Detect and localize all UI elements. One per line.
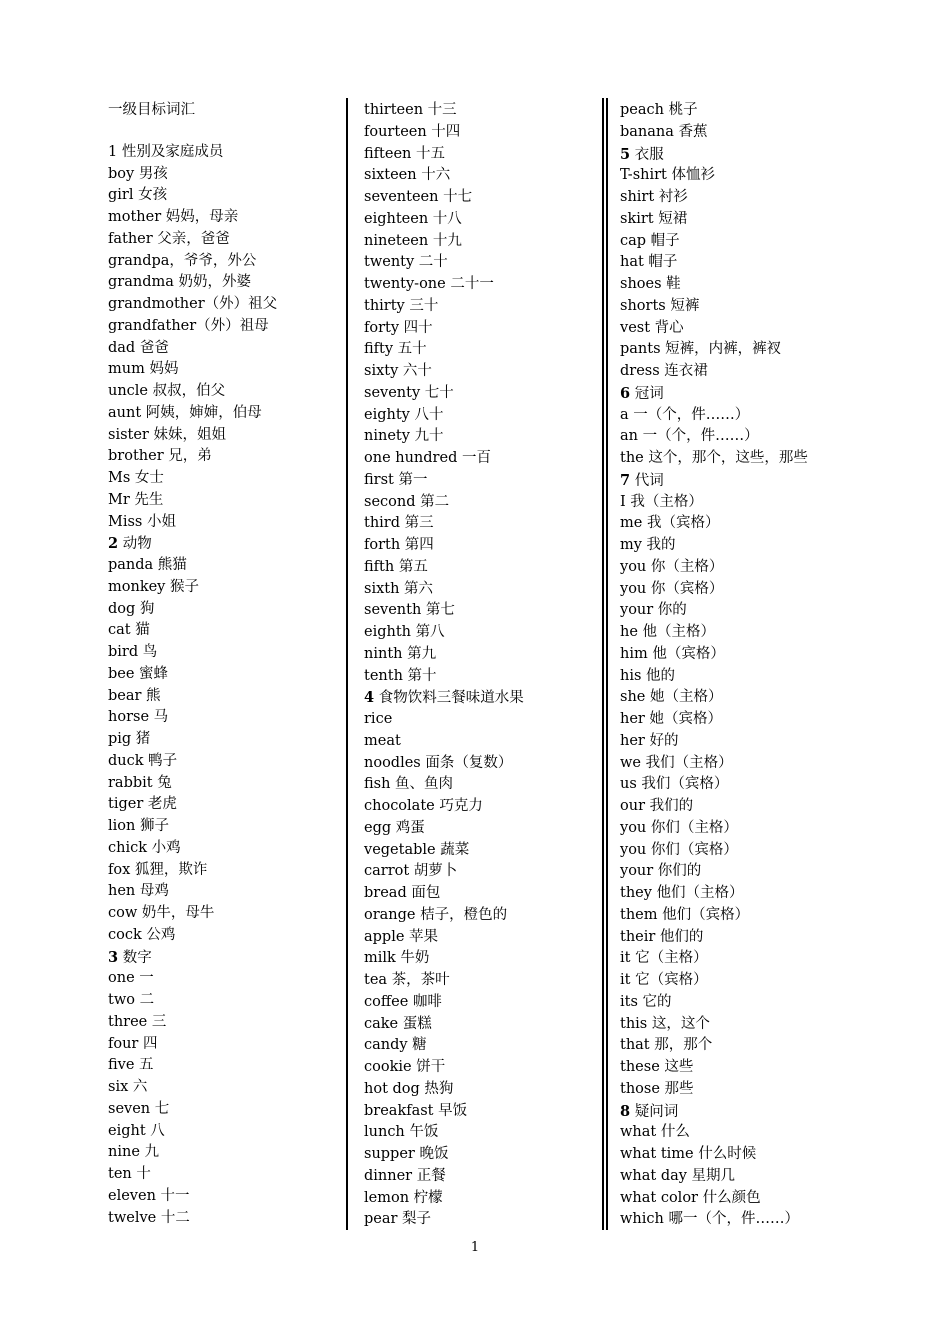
vocab-entry: shirt 衬衫 [620,189,688,205]
vocab-entry: thirty 三十 [364,297,439,314]
vocab-entry: us 我们（宾格） [620,776,729,793]
vocab-entry: milk 牛奶 [364,950,430,967]
vocab-entry: ninety 九十 [364,428,444,445]
vocab-entry: chocolate 巧克力 [364,798,483,814]
vocab-entry: me 我（宾格） [620,515,720,532]
vocab-entry: horse 马 [108,709,169,726]
vocab-entry: brother 兄，弟 [108,448,212,465]
vocab-entry: ten 十 [108,1166,151,1182]
vocab-entry: Ms 女士 [108,470,164,486]
vocab-entry: hot dog 热狗 [364,1080,454,1097]
section-label: 衣服 [630,146,664,163]
vocab-entry: seventy 七十 [364,384,454,401]
vocab-entry: seventeen 十七 [364,189,473,205]
page-number: 1 [470,1240,480,1255]
vocab-entry: their 他们的 [620,928,704,945]
vocab-entry: Mr 先生 [108,491,164,508]
vocab-list-1 [108,142,333,1230]
vocab-entry: I 我（主格） [620,493,703,510]
section-heading [620,1101,850,1123]
vocab-entry: dad 爸爸 [108,339,169,356]
column-1 [108,100,333,1229]
vocab-entry: her 她（宾格） [620,711,722,727]
vocab-entry: cake 蛋糕 [364,1015,432,1032]
vocab-entry: lion 狮子 [108,818,169,834]
vocab-entry: grandfather（外）祖母 [108,317,269,334]
vocab-entry: mum 妈妈 [108,361,179,378]
vocab-entry: first 第一 [364,471,428,488]
vocab-entry: five 五 [108,1057,154,1074]
section-label: 数字 [118,949,152,966]
vocab-entry: eighty 八十 [364,406,444,423]
vocab-entry: fish 鱼、鱼肉 [364,776,454,793]
vocab-entry: its 它的 [620,993,672,1010]
section-label: 动物 [118,536,152,553]
vocab-entry: them 他们（宾格） [620,906,750,923]
vocab-entry: he 他（主格） [620,624,716,640]
section-heading [108,533,333,555]
vocab-entry: carrot 胡萝卜 [364,863,458,880]
vocab-list-3 [620,100,850,1231]
section-heading [620,383,850,405]
vocab-entry: father 父亲，爸爸 [108,230,230,247]
vocab-entry: the 这个，那个，这些，那些 [620,450,808,466]
vocab-entry: her 好的 [620,732,679,749]
section-number: 5 [620,145,631,163]
vocab-entry: fox 狐狸，欺诈 [108,861,208,878]
section-number: 4 [364,689,375,707]
vocab-entry: ninth 第九 [364,645,437,662]
vocab-entry: eleven 十一 [108,1187,190,1204]
vocab-entry: cap 帽子 [620,232,680,249]
section-heading [620,470,850,492]
vocab-entry: three 三 [108,1013,167,1030]
vocab-entry: third 第三 [364,515,434,532]
vocab-entry: him 他（宾格） [620,645,725,662]
vocab-entry: seventh 第七 [364,602,455,619]
vocab-entry: it 它（主格） [620,950,708,967]
vocab-entry: thirteen 十三 [364,102,457,118]
vocab-entry: tea 茶，茶叶 [364,972,450,988]
vocab-entry: T-shirt 体恤衫 [620,167,715,184]
vocab-entry: pig 猪 [108,731,151,747]
vocab-entry: Miss 小姐 [108,513,176,530]
vocab-entry: those 那些 [620,1080,694,1097]
vocab-entry: what color 什么颜色 [620,1189,761,1206]
vocab-entry: cookie 饼干 [364,1059,446,1075]
vocab-entry: one 一 [108,970,154,987]
vocab-entry: noodles 面条（复数） [364,754,513,771]
section-heading [364,687,594,709]
vocab-entry: these 这些 [620,1059,694,1075]
vocab-entry: you 你（主格） [620,558,724,575]
vocab-entry: six 六 [108,1079,148,1095]
section-heading [108,947,333,969]
vocab-entry: candy 糖 [364,1037,427,1054]
vocab-entry: shoes 鞋 [620,276,681,292]
section-label: 食物饮料三餐味道水果 [374,690,524,707]
vocab-entry: my 我的 [620,537,676,553]
vocab-entry: cat 猫 [108,622,150,639]
vocab-entry: coffee 咖啡 [364,993,442,1010]
vocab-entry: your 你们的 [620,863,702,880]
vocab-entry: twenty-one 二十一 [364,276,494,292]
vocab-entry: which 哪一（个，件……） [620,1211,799,1228]
vocab-entry: vest 背心 [620,319,684,336]
vocab-entry: supper 晚饭 [364,1146,449,1162]
vocab-entry: grandpa，爷爷，外公 [108,252,257,269]
vocab-entry: bird 鸟 [108,644,158,660]
vocab-list-2 [364,100,594,1231]
page-title: 一级目标词汇 [108,102,195,118]
section-number: 2 [108,535,119,553]
vocab-entry: eighteen 十八 [364,210,462,227]
section-number: 8 [620,1102,631,1120]
vocab-entry: grandmother（外）祖父 [108,296,278,312]
vocab-entry: rice [364,711,393,727]
vocab-entry: dog 狗 [108,600,155,617]
vocab-entry: you 你（宾格） [620,580,724,597]
vocab-entry: aunt 阿姨，婶婶，伯母 [108,404,262,421]
vocab-entry: it 它（宾格） [620,972,708,988]
vocab-entry: eight 八 [108,1122,165,1139]
vocab-entry: boy 男孩 [108,165,168,182]
vocab-entry: bear 熊 [108,687,161,704]
vocab-entry: sister 妹妹，姐姐 [108,426,226,443]
vocab-entry: panda 熊猫 [108,557,187,573]
vocab-entry: duck 鸭子 [108,752,178,769]
vocab-entry: you 你们（宾格） [620,841,738,858]
section-number: 3 [108,948,119,966]
vocab-entry: grandma 奶奶，外婆 [108,274,251,291]
vocab-entry: what time 什么时候 [620,1146,757,1162]
vocab-entry: meat [364,732,401,749]
vocab-entry: mother 妈妈，母亲 [108,209,239,225]
vocab-entry: orange 桔子，橙色的 [364,906,508,923]
vocab-entry: seven 七 [108,1100,170,1117]
vocab-entry: shorts 短裤 [620,297,700,314]
vocab-entry: fifteen 十五 [364,145,445,162]
vocab-entry: bread 面包 [364,885,441,901]
vocab-entry: lemon 柠檬 [364,1189,443,1206]
section-number: 7 [620,471,631,489]
vocab-entry: fifth 第五 [364,558,428,575]
vocab-entry: cock 公鸡 [108,926,176,943]
vocab-entry: second 第二 [364,493,450,510]
vocab-entry: forth 第四 [364,537,434,553]
vocab-entry: rabbit 兔 [108,774,172,791]
vocab-entry: pants 短裤，内裤，裤衩 [620,341,782,358]
vocab-entry: we 我们（主格） [620,754,733,771]
vocab-entry: his 他的 [620,667,676,684]
vocab-entry: hen 母鸡 [108,883,169,900]
vocab-entry: bee 蜜蜂 [108,665,169,682]
vocab-entry: hat 帽子 [620,254,678,271]
column-divider [346,98,348,1230]
vocab-entry: peach 桃子 [620,102,698,118]
vocab-entry: eighth 第八 [364,624,445,640]
section-label: 冠词 [630,385,664,402]
vocab-entry: breakfast 早饭 [364,1102,468,1119]
vocab-entry: twelve 十二 [108,1209,190,1226]
vocab-entry: you 你们（主格） [620,819,738,836]
vocab-entry: monkey 猴子 [108,578,199,595]
vocab-entry: banana 香蕉 [620,123,708,140]
vocab-entry: a 一（个，件……） [620,406,750,423]
section-number: 6 [620,384,631,402]
vocab-entry: what day 星期几 [620,1167,736,1184]
vocab-entry: uncle 叔叔，伯父 [108,383,226,399]
vocab-entry: your 你的 [620,602,687,619]
vocab-entry: 1 性别及家庭成员 [108,143,224,160]
vocab-entry: forty 四十 [364,319,433,336]
vocab-entry: one hundred 一百 [364,450,491,466]
vocab-entry: what 什么 [620,1124,690,1141]
column-divider-double-left [602,98,604,1230]
vocab-entry: nineteen 十九 [364,232,462,249]
vocab-entry: tiger 老虎 [108,796,177,813]
vocab-entry: sixth 第六 [364,580,434,597]
column-divider-double-right [606,98,608,1230]
vocab-entry: that 那，那个 [620,1037,713,1054]
vocab-entry: she 她（主格） [620,689,723,706]
vocab-entry: skirt 短裙 [620,210,688,227]
vocab-entry: vegetable 蔬菜 [364,841,470,858]
vocab-entry: dinner 正餐 [364,1167,446,1184]
vocab-entry: chick 小鸡 [108,839,181,856]
vocab-entry: this 这，这个 [620,1015,710,1032]
vocab-entry: four 四 [108,1035,158,1052]
vocab-entry: they 他们（主格） [620,885,744,901]
section-heading [620,144,850,166]
vocab-entry: sixty 六十 [364,363,432,379]
column-3 [620,100,850,1231]
vocab-entry: our 我们的 [620,798,694,814]
section-label: 代词 [630,472,664,489]
vocab-entry: sixteen 十六 [364,167,451,184]
vocab-entry: lunch 午饭 [364,1124,439,1141]
vocab-entry: fifty 五十 [364,341,427,358]
vocab-entry: girl 女孩 [108,187,168,204]
vocab-entry: cow 奶牛，母牛 [108,905,215,921]
vocab-entry: two 二 [108,992,155,1008]
vocab-entry: twenty 二十 [364,254,448,271]
vocab-entry: apple 苹果 [364,928,439,945]
vocab-entry: fourteen 十四 [364,123,461,140]
section-label: 疑问词 [630,1103,679,1120]
column-2 [364,100,594,1231]
vocab-entry: dress 连衣裙 [620,363,708,379]
vocab-entry: tenth 第十 [364,667,437,684]
vocab-entry: egg 鸡蛋 [364,819,425,836]
vocab-entry: pear 梨子 [364,1211,432,1228]
vocab-entry: nine 九 [108,1144,160,1161]
vocab-entry: an 一（个，件……） [620,428,759,445]
